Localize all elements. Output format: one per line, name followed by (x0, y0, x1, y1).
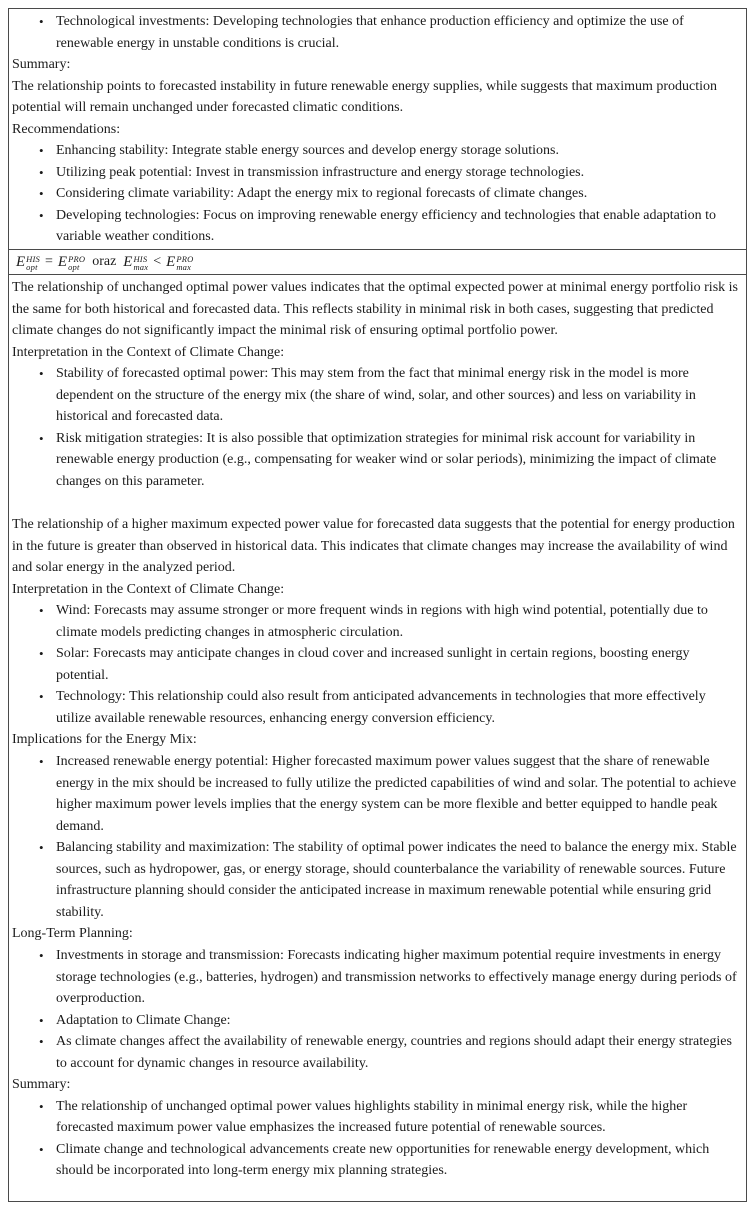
list-item-text: Risk mitigation strategies: It is also possible that optimization strategies for minimal risk account for variability in renewable energy production (e.g., compensating for weaker wind or solar periods), minimizing the impact of climate changes on this parameter. (56, 430, 717, 489)
list-item (12, 162, 738, 184)
list-item-text: Utilizing peak potential: Invest in transmission infrastructure and energy storage technologies. (56, 164, 585, 180)
paragraph: Interpretation in the Context of Climate Change: (12, 344, 285, 360)
bullet-icon: • (39, 143, 44, 159)
list-item (12, 11, 738, 54)
bullet-icon: • (39, 603, 44, 619)
paragraph: Summary: (12, 1077, 71, 1093)
paragraph: Interpretation in the Context of Climate Change: (12, 581, 285, 597)
formula-variable (58, 254, 85, 271)
formula-variable (16, 254, 40, 271)
bullet-icon: • (39, 430, 44, 446)
formula-row (9, 249, 746, 275)
formula-subscript: max (133, 262, 149, 272)
bullet-icon: • (39, 1012, 44, 1028)
bullet-icon: • (39, 1034, 44, 1050)
formula-base: E (16, 253, 26, 270)
list-item (12, 751, 738, 837)
list-item-text: Balancing stability and maximization: The stability of optimal power indicates the need to balance the energy mix. Stable sources, such as hydropower, gas, or energy storage, should counterbalance the variability of renewable sources. Future infrastructure planning should consider the anticipated increase in maximum renewable potential while ensuring grid stability. (56, 840, 737, 920)
table-cell-top (9, 9, 746, 249)
list-item (12, 1096, 738, 1139)
list-item-text: Wind: Forecasts may assume stronger or more frequent winds in regions with high wind potential, potentially due to climate models predicting changes in atmospheric circulation. (56, 603, 708, 640)
paragraph: The relationship of a higher maximum expected power value for forecasted data suggests that the potential for energy production in the future is greater than observed in historical data. This indicates that climate changes may increase the availability of wind and solar energy in the analyzed period. (12, 517, 735, 576)
bullet-icon: • (39, 366, 44, 382)
list-item (12, 643, 738, 686)
formula-subscript: max (176, 262, 192, 272)
list-item-text: Investments in storage and transmission: Forecasts indicating higher maximum potential require investments in energy storage technologies (e.g., batteries, hydrogen) and transmission networks to effectively manage energy during periods of overproduction. (56, 947, 737, 1007)
list-item-text: Enhancing stability: Integrate stable energy sources and develop energy storage solutions. (56, 143, 559, 159)
list-item (12, 140, 738, 162)
bullet-icon: • (39, 164, 44, 180)
formula-base: E (166, 253, 176, 270)
bullet-icon: • (39, 840, 44, 856)
formula-variable (123, 254, 148, 271)
list-item-text: Adaptation to Climate Change: (56, 1012, 231, 1028)
list-item (12, 945, 738, 1010)
formula-superscript: PRO (176, 253, 194, 264)
bullet-icon: • (39, 186, 44, 202)
formula-superscript: HIS (133, 253, 148, 264)
list-item (12, 1031, 738, 1074)
bullet-icon: • (39, 1098, 44, 1114)
formula-base: E (57, 253, 68, 270)
formula-supsub-stack (176, 255, 193, 272)
bullet-icon: • (39, 947, 44, 963)
list-item (12, 428, 738, 493)
bullet-icon: • (39, 207, 44, 223)
formula-superscript: HIS (26, 253, 40, 264)
paragraph: Long-Term Planning: (12, 926, 133, 942)
bullet-icon: • (39, 646, 44, 662)
table-cell-bottom (9, 275, 746, 1202)
formula-supsub-stack (133, 255, 148, 272)
bullet-icon: • (39, 689, 44, 705)
list-item-text: Developing technologies: Focus on improving renewable energy efficiency and technologies that enable adaptation to variable weather conditions. (56, 207, 717, 245)
formula-variable (166, 254, 193, 271)
list-item-text: Considering climate variability: Adapt the energy mix to regional forecasts of climate changes. (56, 186, 588, 202)
list-item (12, 183, 738, 205)
formula-supsub-stack (68, 255, 85, 272)
paragraph: Summary: (12, 57, 71, 73)
list-item (12, 837, 738, 923)
bullet-icon: • (39, 14, 44, 29)
paragraph: The relationship points to forecasted instability in future renewable energy supplies, while suggests that maximum production potential will remain unchanged under forecasted climatic conditions. (12, 78, 718, 116)
bullet-icon: • (39, 1141, 44, 1157)
list-item-text: Increased renewable energy potential: Higher forecasted maximum power values suggest that the share of renewable energy in the mix should be increased to fully utilize the predicted capabilities of wind and solar. The potential to achieve higher maximum power levels implies that the energy system can be more flexible and better equipped to handle peak demand. (56, 754, 737, 834)
bullet-icon: • (39, 754, 44, 770)
formula-operator: = (45, 254, 53, 269)
list-item (12, 1139, 738, 1182)
list-item (12, 686, 738, 729)
formula-subscript: opt (68, 262, 80, 272)
list-item-text: Technology: This relationship could also result from anticipated advancements in technologies that more effectively utilize available renewable resources, enhancing energy conversion efficiency. (56, 689, 706, 726)
formula-operator: < (153, 254, 162, 269)
list-item (12, 363, 738, 428)
list-item-text: Stability of forecasted optimal power: This may stem from the fact that minimal energy risk in the model is more dependent on the structure of the energy mix (the share of wind, solar, and other sources) and less on variability in historical and forecasted data. (56, 366, 696, 425)
formula-base: E (123, 253, 133, 270)
paragraph: Implications for the Energy Mix: (12, 732, 197, 748)
paragraph: The relationship of unchanged optimal power values indicates that the optimal expected power at minimal energy portfolio risk is the same for both historical and forecasted data. This reflects stability in minimal risk in both cases, suggesting that predicted climate changes do not significantly impact the minimal risk of ensuring optimal portfolio power. (12, 280, 738, 339)
list-item-text: Climate change and technological advancements create new opportunities for renewable energy development, which should be incorporated into long-term energy mix planning strategies. (56, 1141, 710, 1179)
list-item-text: Technological investments: Developing technologies that enhance production efficiency and optimize the use of renewable energy in unstable conditions is crucial. (56, 14, 684, 51)
paragraph: Recommendations: (12, 121, 121, 137)
blank-line (12, 492, 738, 514)
list-item (12, 205, 738, 248)
list-item (12, 1010, 738, 1032)
document-page (8, 8, 747, 1202)
formula-supsub-stack (26, 255, 40, 272)
formula-superscript: PRO (68, 253, 86, 264)
formula-subscript: opt (26, 262, 38, 272)
list-item-text: The relationship of unchanged optimal power values highlights stability in minimal energy risk, while the higher forecasted maximum power value emphasizes the increased future potential of renewable sources. (56, 1098, 688, 1136)
formula-word: oraz (92, 254, 117, 269)
list-item (12, 600, 738, 643)
list-item-text: Solar: Forecasts may anticipate changes in cloud cover and increased sunlight in certain regions, boosting energy potential. (56, 646, 690, 683)
list-item-text: As climate changes affect the availability of renewable energy, countries and regions should adapt their energy strategies to account for dynamic changes in resource availability. (56, 1034, 732, 1071)
